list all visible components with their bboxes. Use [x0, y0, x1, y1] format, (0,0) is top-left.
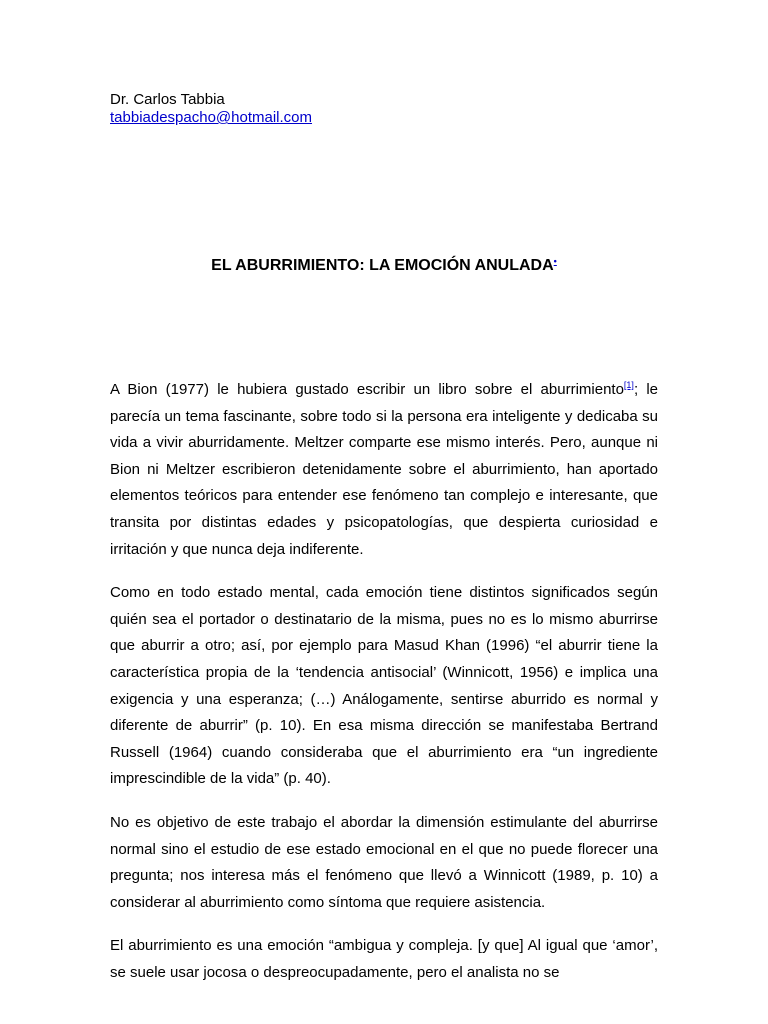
paragraph-text: ; le parecía un tema fascinante, sobre todo si la persona era inteligente y dedicaba su vida a vivir aburridamente. Meltzer comparte ese mismo interés. Pero, aunque ni Bion ni Meltzer escribieron detenidamente sobre el aburrimiento, han aportado elementos teóricos para entender ese fenómeno tan complejo e interesante, que transita por distintas edades y psicopatologías, que despierta curiosidad e irritación y que nunca deja indiferente.	[110, 381, 658, 558]
paragraph-2: Como en todo estado mental, cada emoción tiene distintos significados según quién sea el portador o destinatario de la misma, pues no es lo mismo aburrirse que aburrir a otro; así, por ejemplo para Masud Khan (1996) “el aburrir tiene la característica propia de la ‘tendencia antisocial’ (Winnicott, 1956) e implica una exigencia y una esperanza; (…) Análogamente, sentirse aburrido es normal y diferente de aburrir” (p. 10). En esa misma dirección se manifestaba Bertrand Russell (1964) cuando consideraba que el aburrimiento era “un ingrediente imprescindible de la vida” (p. 40).	[110, 584, 658, 788]
document-body	[110, 377, 658, 1003]
paragraph-3: No es objetivo de este trabajo el abordar la dimensión estimulante del aburrirse normal sino el estudio de ese estado emocional en el que no puede florecer una pregunta; nos interesa más el fenómeno que llevó a Winnicott (1989, p. 10) a considerar al aburrimiento como síntoma que requiere asistencia.	[110, 813, 658, 911]
footnote-link-1[interactable]: [1]	[623, 380, 634, 390]
document-title	[0, 256, 768, 276]
author-header	[110, 91, 312, 127]
document-title-text: EL ABURRIMIENTO: LA EMOCIÓN ANULADA	[211, 257, 554, 274]
title-footnote-link[interactable]: •	[553, 256, 557, 266]
paragraph-text: A Bion (1977) le hubiera gustado escribir un libro sobre el aburrimiento	[110, 381, 624, 398]
paragraph-4: El aburrimiento es una emoción “ambigua y compleja. [y que] Al igual que ‘amor’, se suele usar jocosa o despreocupadamente, pero el analista no se	[110, 937, 658, 981]
author-name: Dr. Carlos Tabbia	[110, 91, 225, 108]
author-email-link[interactable]: tabbiadespacho@hotmail.com	[110, 109, 313, 126]
paragraph-1	[110, 377, 658, 563]
